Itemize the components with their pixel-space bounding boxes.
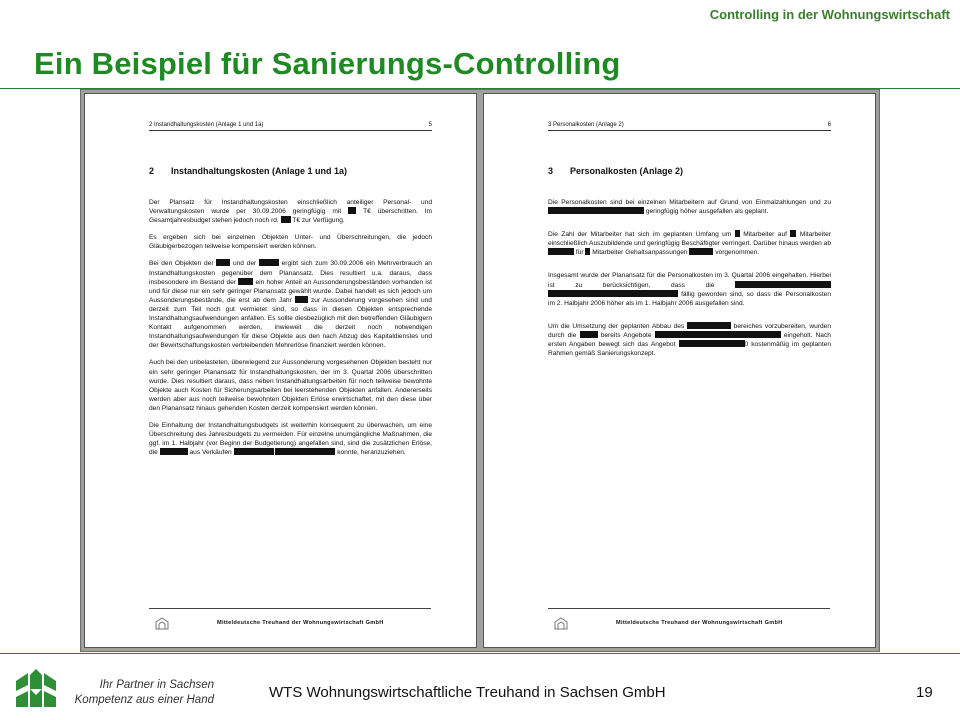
tagline-line-2: Kompetenz aus einer Hand xyxy=(74,694,214,706)
paragraph xyxy=(149,421,432,457)
running-head xyxy=(149,121,432,131)
redaction-bar xyxy=(348,207,356,214)
text-run: Die Personalkosten sind bei einzelnen Mitarbeitern auf Grund von Einmalzahlungen und zu xyxy=(548,199,831,206)
text-run: Bei den Objekten der xyxy=(149,260,214,268)
redaction-bar xyxy=(295,296,308,303)
text-run: 0 xyxy=(744,341,749,349)
paragraph xyxy=(149,259,432,350)
text-run: T€ zur Verfügung. xyxy=(292,217,345,225)
text-run: kostenmäßig im geplanten Rahmen gemäß Sanierungskonzept. xyxy=(548,341,832,358)
redaction-bar xyxy=(679,340,745,347)
paragraph: Auch bei den unbelasteten, überwiegend zur Aussonderung vorgesehenen Objekten besteht nur ein sehr geringer Planansatz für Instandhaltungskosten, der im 3. Quartal 2006 überschritten wurde. Dies resultiert daraus, dass neben Instandhaltungsarbeiten für noch teilweise bewohnte Objekte auch Kosten für Sicherungsarbeiten bei leerstehenden Objekten anfallen. Andererseits werden aber aus noch teilweise bewohnten Objekten Erlöse erwirtschaftet, mit den diese über den Planansatz hinaus gehenden Kosten derzeit kompensiert werden können. xyxy=(149,359,432,412)
wts-logo-icon xyxy=(14,665,58,709)
redaction-bar xyxy=(548,207,644,214)
footer-divider xyxy=(149,608,431,609)
section-title: Personalkosten (Anlage 2) xyxy=(570,166,684,176)
section-heading xyxy=(548,167,683,176)
footer-divider xyxy=(548,608,830,609)
text-run: Die Einhaltung der Instandhaltungsbudgets ist weiterhin konsequent zu überwachen, um eine Überschreitung des Jahresbudgets zu vermeiden. Für einzelne unumgängliche Maßnahmen, die ggf. im 1. Halbjahr (vor Beginn der Budgetierung) angefallen sind, sind die zusätzlichen Erlöse, die xyxy=(149,421,432,457)
redaction-bar xyxy=(735,230,740,237)
section-title: Instandhaltungskosten (Anlage 1 und 1a) xyxy=(171,166,348,176)
page-body xyxy=(548,198,831,366)
redaction-bar xyxy=(259,259,279,266)
paragraph xyxy=(548,271,831,307)
paragraph xyxy=(548,198,831,216)
redaction-bar xyxy=(275,448,335,455)
document-page-right xyxy=(483,93,876,648)
redaction-bar xyxy=(735,281,831,288)
running-head xyxy=(548,121,831,131)
page-number: 6 xyxy=(827,122,831,128)
redaction-bar xyxy=(689,248,713,255)
text-run: ein hoher Anteil an Aussonderungsbeständen vorhanden ist und für diese nur ein sehr geringer Planansatz gewählt wurde. Dabei handelt es sich jedoch um Aussonderungsbestände, die erst ab dem Jahr xyxy=(149,278,432,304)
footer-divider xyxy=(0,653,960,654)
paragraph xyxy=(149,198,432,225)
text-run: T€ überschritten. Im Gesamtjahresbudget stehen jedoch noch rd. xyxy=(149,208,433,225)
text-run: bereiches vorzubereiten, wurden durch die xyxy=(548,322,832,339)
document-screenshot xyxy=(80,89,880,652)
text-run: bereits Angebote xyxy=(600,331,652,339)
text-run: und der xyxy=(232,260,257,268)
page-footer-text: Mitteldeutsche Treuhand der Wohnungswirtschaft GmbH xyxy=(217,620,384,626)
paragraph xyxy=(548,322,831,358)
text-run: für xyxy=(575,249,584,257)
text-run: Um die Umsetzung der geplanten Abbau des xyxy=(548,322,685,330)
page-number: 5 xyxy=(428,122,432,128)
text-run: Insgesamt wurde der Planansatz für die Personalkosten im 3. Quartal 2006 eingehalten. Hierbei ist zu berücksichtigen, dass die xyxy=(548,272,831,289)
page-footer-text: Mitteldeutsche Treuhand der Wohnungswirtschaft GmbH xyxy=(616,620,783,626)
redaction-bar xyxy=(281,216,291,223)
redaction-bar xyxy=(548,290,678,297)
text-run: fällig geworden sind, so dass die Personalkosten im 2. Halbjahr 2006 höher als im 1. Halbjahr 2006 ausgefallen sind. xyxy=(548,290,831,307)
text-run: Mitarbeiter Gehaltsanpassungen xyxy=(592,249,688,257)
redaction-bar xyxy=(585,248,590,255)
page-body xyxy=(149,198,432,465)
document-page-left xyxy=(84,93,477,648)
text-run: geringfügig höher ausgefallen als geplant. xyxy=(645,208,769,216)
redaction-bar xyxy=(216,259,230,266)
paragraph xyxy=(548,230,831,257)
text-run: Der Plansatz für Instandhaltungskosten einschließlich anteiliger Personal- und Verwaltungskosten wurde per 30.09.2006 geringfügig mit xyxy=(149,199,432,216)
company-name: WTS Wohnungswirtschaftliche Treuhand in Sachsen GmbH xyxy=(269,684,666,701)
text-run: Mitarbeiter einschließlich Auszubildende und geringfügig Beschäftigter verringert. Darüber hinaus werden ab xyxy=(548,231,831,248)
redaction-bar xyxy=(160,448,188,455)
text-run: ergibt sich zum 30.09.2006 ein Mehrverbrauch an Instandhaltungskosten gegenüber dem Planansatz. Dies resultiert u.a. daraus, dass insbesondere im Bestand der xyxy=(149,260,432,286)
redaction-bar xyxy=(238,278,253,285)
redaction-bar xyxy=(790,230,796,237)
text-run: konnte, heranzuziehen. xyxy=(337,449,406,457)
section-number: 3 xyxy=(548,166,554,176)
section-heading xyxy=(149,167,347,176)
slide-number: 19 xyxy=(916,684,933,701)
paragraph: Es ergeben sich bei einzelnen Objekten Unter- und Überschreitungen, die jedoch Gläubigerbezogen teilweise kompensiert werden können. xyxy=(149,234,432,251)
redaction-bar xyxy=(687,322,731,329)
redaction-bar xyxy=(548,248,574,255)
redaction-bar xyxy=(234,448,274,455)
tagline xyxy=(75,678,214,708)
small-logo-icon xyxy=(554,617,568,631)
text-run: Mitarbeiter auf xyxy=(743,231,787,239)
running-head-title: 2 Instandhaltungskosten (Anlage 1 und 1a) xyxy=(149,122,264,128)
small-logo-icon xyxy=(155,617,169,631)
text-run: eingeholt. Nach ersten Angaben bewegt sich das Angebot xyxy=(548,331,831,349)
redaction-bar xyxy=(580,331,598,338)
text-run: Die Zahl der Mitarbeiter hat sich im geplanten Umfang um xyxy=(548,231,732,239)
tagline-line-1: Ihr Partner in Sachsen xyxy=(99,679,214,691)
section-number: 2 xyxy=(149,166,155,176)
text-run: zur Aussonderung vorgesehen sind und derzeit zum Teil noch gut vermietet sind, so dass in diesen Objekten entsprechende Instandhaltungsaufwendungen anfallen. Es sollte diesbezüglich mit den betreffenden Gläubigern Kontakt aufgenommen werden, inwieweit die derzeit noch notwendigen Instandhaltungsaufwendungen für diese Objekte aus den nach Abzug des Kapitaldienstes und der Bewirtschaftungskosten verbleibenden Mehrerlöse finanziert werden können. xyxy=(149,296,432,350)
redaction-bar xyxy=(655,331,781,338)
text-run: vorgenommen. xyxy=(715,249,760,257)
text-run: aus Verkäufen xyxy=(189,449,232,457)
running-head-title: 3 Personalkosten (Anlage 2) xyxy=(548,122,624,128)
presentation-topic: Controlling in der Wohnungswirtschaft xyxy=(709,7,950,22)
slide-title: Ein Beispiel für Sanierungs-Controlling xyxy=(34,46,621,81)
